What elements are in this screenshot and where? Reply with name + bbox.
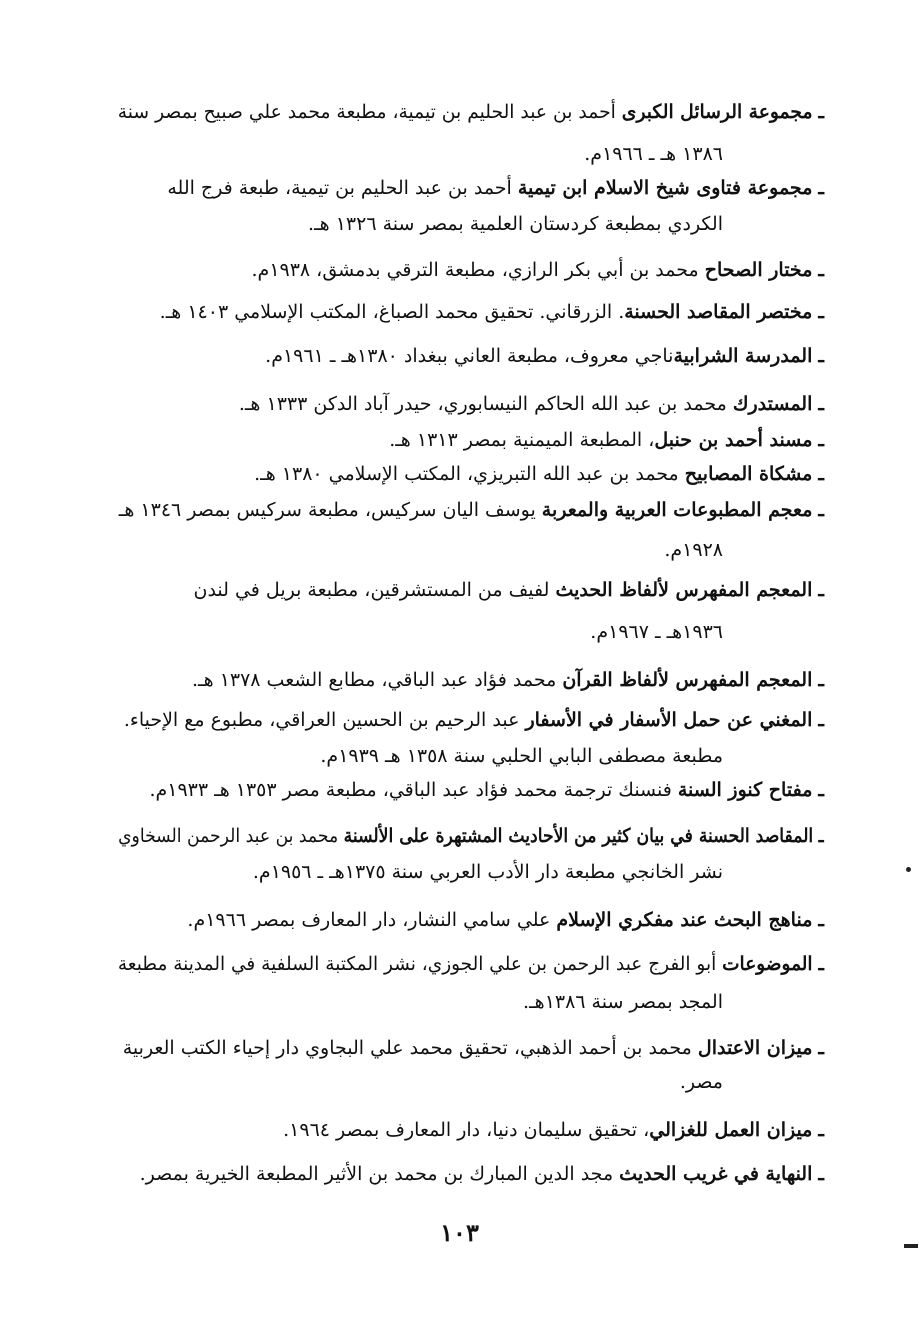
entry-dash: ـ [818,499,824,521]
scan-mark-dash [904,1244,918,1248]
entry-continuation: ١٣٨٦ هـ ـ ١٩٦٦م. [584,143,723,165]
bibliography-entry [160,294,824,331]
page-number: ١٠٣ [440,1218,479,1247]
entry-details: ، تحقيق سليمان دنيا، دار المعارف بمصر ١٩٦٤. [283,1119,650,1141]
entry-dash: ـ [818,177,824,199]
entry-title: معجم المطبوعات العربية والمعربة [541,499,813,521]
entry-title: مسند أحمد بن حنبل [654,429,813,451]
bibliography-entry [187,902,824,939]
entry-title: مختصر المقاصد الحسنة [624,301,813,323]
entry-title: النهاية في غريب الحديث [619,1163,813,1185]
entry-title: المستدرك [732,393,813,415]
entry-title: مجموعة الرسائل الكبرى [621,101,813,123]
entry-dash: ـ [818,779,824,801]
entry-continuation: المجد بمصر سنة ١٣٨٦هـ. [523,991,723,1013]
entry-continuation: ١٩٢٨م. [664,539,723,561]
entry-dash: ـ [818,1163,824,1185]
entry-title: مجموعة فتاوى شيخ الاسلام ابن تيمية [517,177,813,199]
entry-details: علي سامي النشار، دار المعارف بمصر ١٩٦٦م. [187,909,557,931]
bibliography-entry [119,492,824,529]
entry-title: المقاصد الحسنة في بيان كثير من الأحاديث المشتهرة على الألسنة [343,825,814,847]
entry-title: المدرسة الشرابية [673,345,813,367]
entry-dash: ـ [818,393,824,415]
entry-dash: ـ [818,1119,824,1141]
entry-dash: ـ [818,301,824,323]
entry-details: أبو الفرج عبد الرحمن بن علي الجوزي، نشر المكتبة السلفية في المدينة مطبعة [117,953,723,975]
entry-details: عبد الرحيم بن الحسين العراقي، مطبوع مع الإحياء. [123,709,526,731]
entry-dash: ـ [818,709,824,731]
entry-continuation: ١٩٣٦هـ ـ ١٩٦٧م. [590,621,723,643]
bibliography-entry [239,386,824,423]
entry-title: مشكاة المصابيح [684,463,813,485]
entry-title: المغني عن حمل الأسفار في الأسفار [525,709,813,731]
entry-title: الموضوعات [722,953,813,975]
entry-details: . الزرقاني. تحقيق محمد الصباغ، المكتب الإسلامي ١٤٠٣ هـ. [159,301,625,323]
bibliography-entry [149,772,824,809]
entry-details: ، المطبعة الميمنية بمصر ١٣١٣ هـ. [389,429,655,451]
entry-details: يوسف اليان سركيس، مطبعة سركيس بمصر ١٣٤٦ هـ [118,499,542,521]
bibliography-entry [124,702,824,739]
bibliography-entry [283,1112,824,1149]
entry-title: المعجم المفهرس لألفاظ الحديث [555,579,813,601]
entry-continuation: الكردي بمطبعة كردستان العلمية بمصر سنة ١٣٢٦ هـ. [308,213,723,235]
entry-title: ميزان العمل للغزالي [649,1119,813,1141]
entry-continuation: مطبعة مصطفى البابي الحلبي سنة ١٣٥٨ هـ ١٩٣٩م. [320,745,723,767]
bibliography-entry [140,1156,824,1193]
entry-dash: ـ [818,909,824,931]
bibliography-entry [193,572,824,609]
entry-dash: ـ [818,579,824,601]
entry-details: لفيف من المستشرقين، مطبعة بريل في لندن [193,579,556,601]
entry-details: فنسنك ترجمة محمد فؤاد عبد الباقي، مطبعة مصر ١٣٥٣ هـ ١٩٣٣م. [149,779,678,801]
bibliography-entry [123,1030,824,1067]
entry-details: محمد بن أبي بكر الرازي، مطبعة الترقي بدمشق، ١٩٣٨م. [251,259,705,281]
entry-dash: ـ [818,825,824,847]
entry-continuation: مصر. [679,1071,723,1093]
entry-title: ميزان الاعتدال [697,1037,813,1059]
bibliography-entry [265,338,824,375]
bibliography-entry [254,456,824,493]
entry-details: محمد بن أحمد الذهبي، تحقيق محمد علي البجاوي دار إحياء الكتب العربية [122,1037,698,1059]
entry-details: محمد بن عبد الرحمن السخاوي [118,825,344,847]
entry-dash: ـ [818,1037,824,1059]
scan-mark-dot [906,867,911,872]
entry-dash: ـ [818,429,824,451]
bibliography-entry [192,662,824,699]
bibliography-entry [118,818,824,855]
entry-title: مفتاح كنوز السنة [677,779,813,801]
entry-details: محمد بن عبد الله التبريزي، المكتب الإسلامي ١٣٨٠ هـ. [254,463,685,485]
bibliography-entry [389,422,824,459]
entry-continuation: نشر الخانجي مطبعة دار الأدب العربي سنة ١٣٧٥هـ ـ ١٩٥٦م. [252,861,723,883]
bibliography-entry [118,946,824,983]
entry-details: ناجي معروف، مطبعة العاني ببغداد ١٣٨٠هـ ـ ١٩٦١م. [265,345,674,367]
entry-dash: ـ [818,345,824,367]
entry-title: مناهج البحث عند مفكري الإسلام [556,909,813,931]
entry-details: أحمد بن عبد الحليم بن تيمية، مطبعة محمد علي صبيح بمصر سنة [117,101,622,123]
entry-details: محمد بن عبد الله الحاكم النيسابوري، حيدر آباد الدكن ١٣٣٣ هـ. [238,393,733,415]
entry-dash: ـ [818,463,824,485]
entry-details: أحمد بن عبد الحليم بن تيمية، طبعة فرج الله [167,177,518,199]
entry-dash: ـ [818,953,824,975]
bibliography-entry [118,94,824,131]
entry-details: محمد فؤاد عبد الباقي، مطابع الشعب ١٣٧٨ هـ. [192,669,563,691]
entry-dash: ـ [818,669,824,691]
bibliography-entry [252,252,825,289]
entry-details: مجد الدين المبارك بن محمد بن الأثير المطبعة الخيرية بمصر. [139,1163,620,1185]
bibliography-entry [167,170,824,207]
entry-dash: ـ [818,101,824,123]
entry-title: المعجم المفهرس لألفاظ القرآن [562,669,813,691]
entry-dash: ـ [818,259,824,281]
entry-title: مختار الصحاح [704,259,813,281]
